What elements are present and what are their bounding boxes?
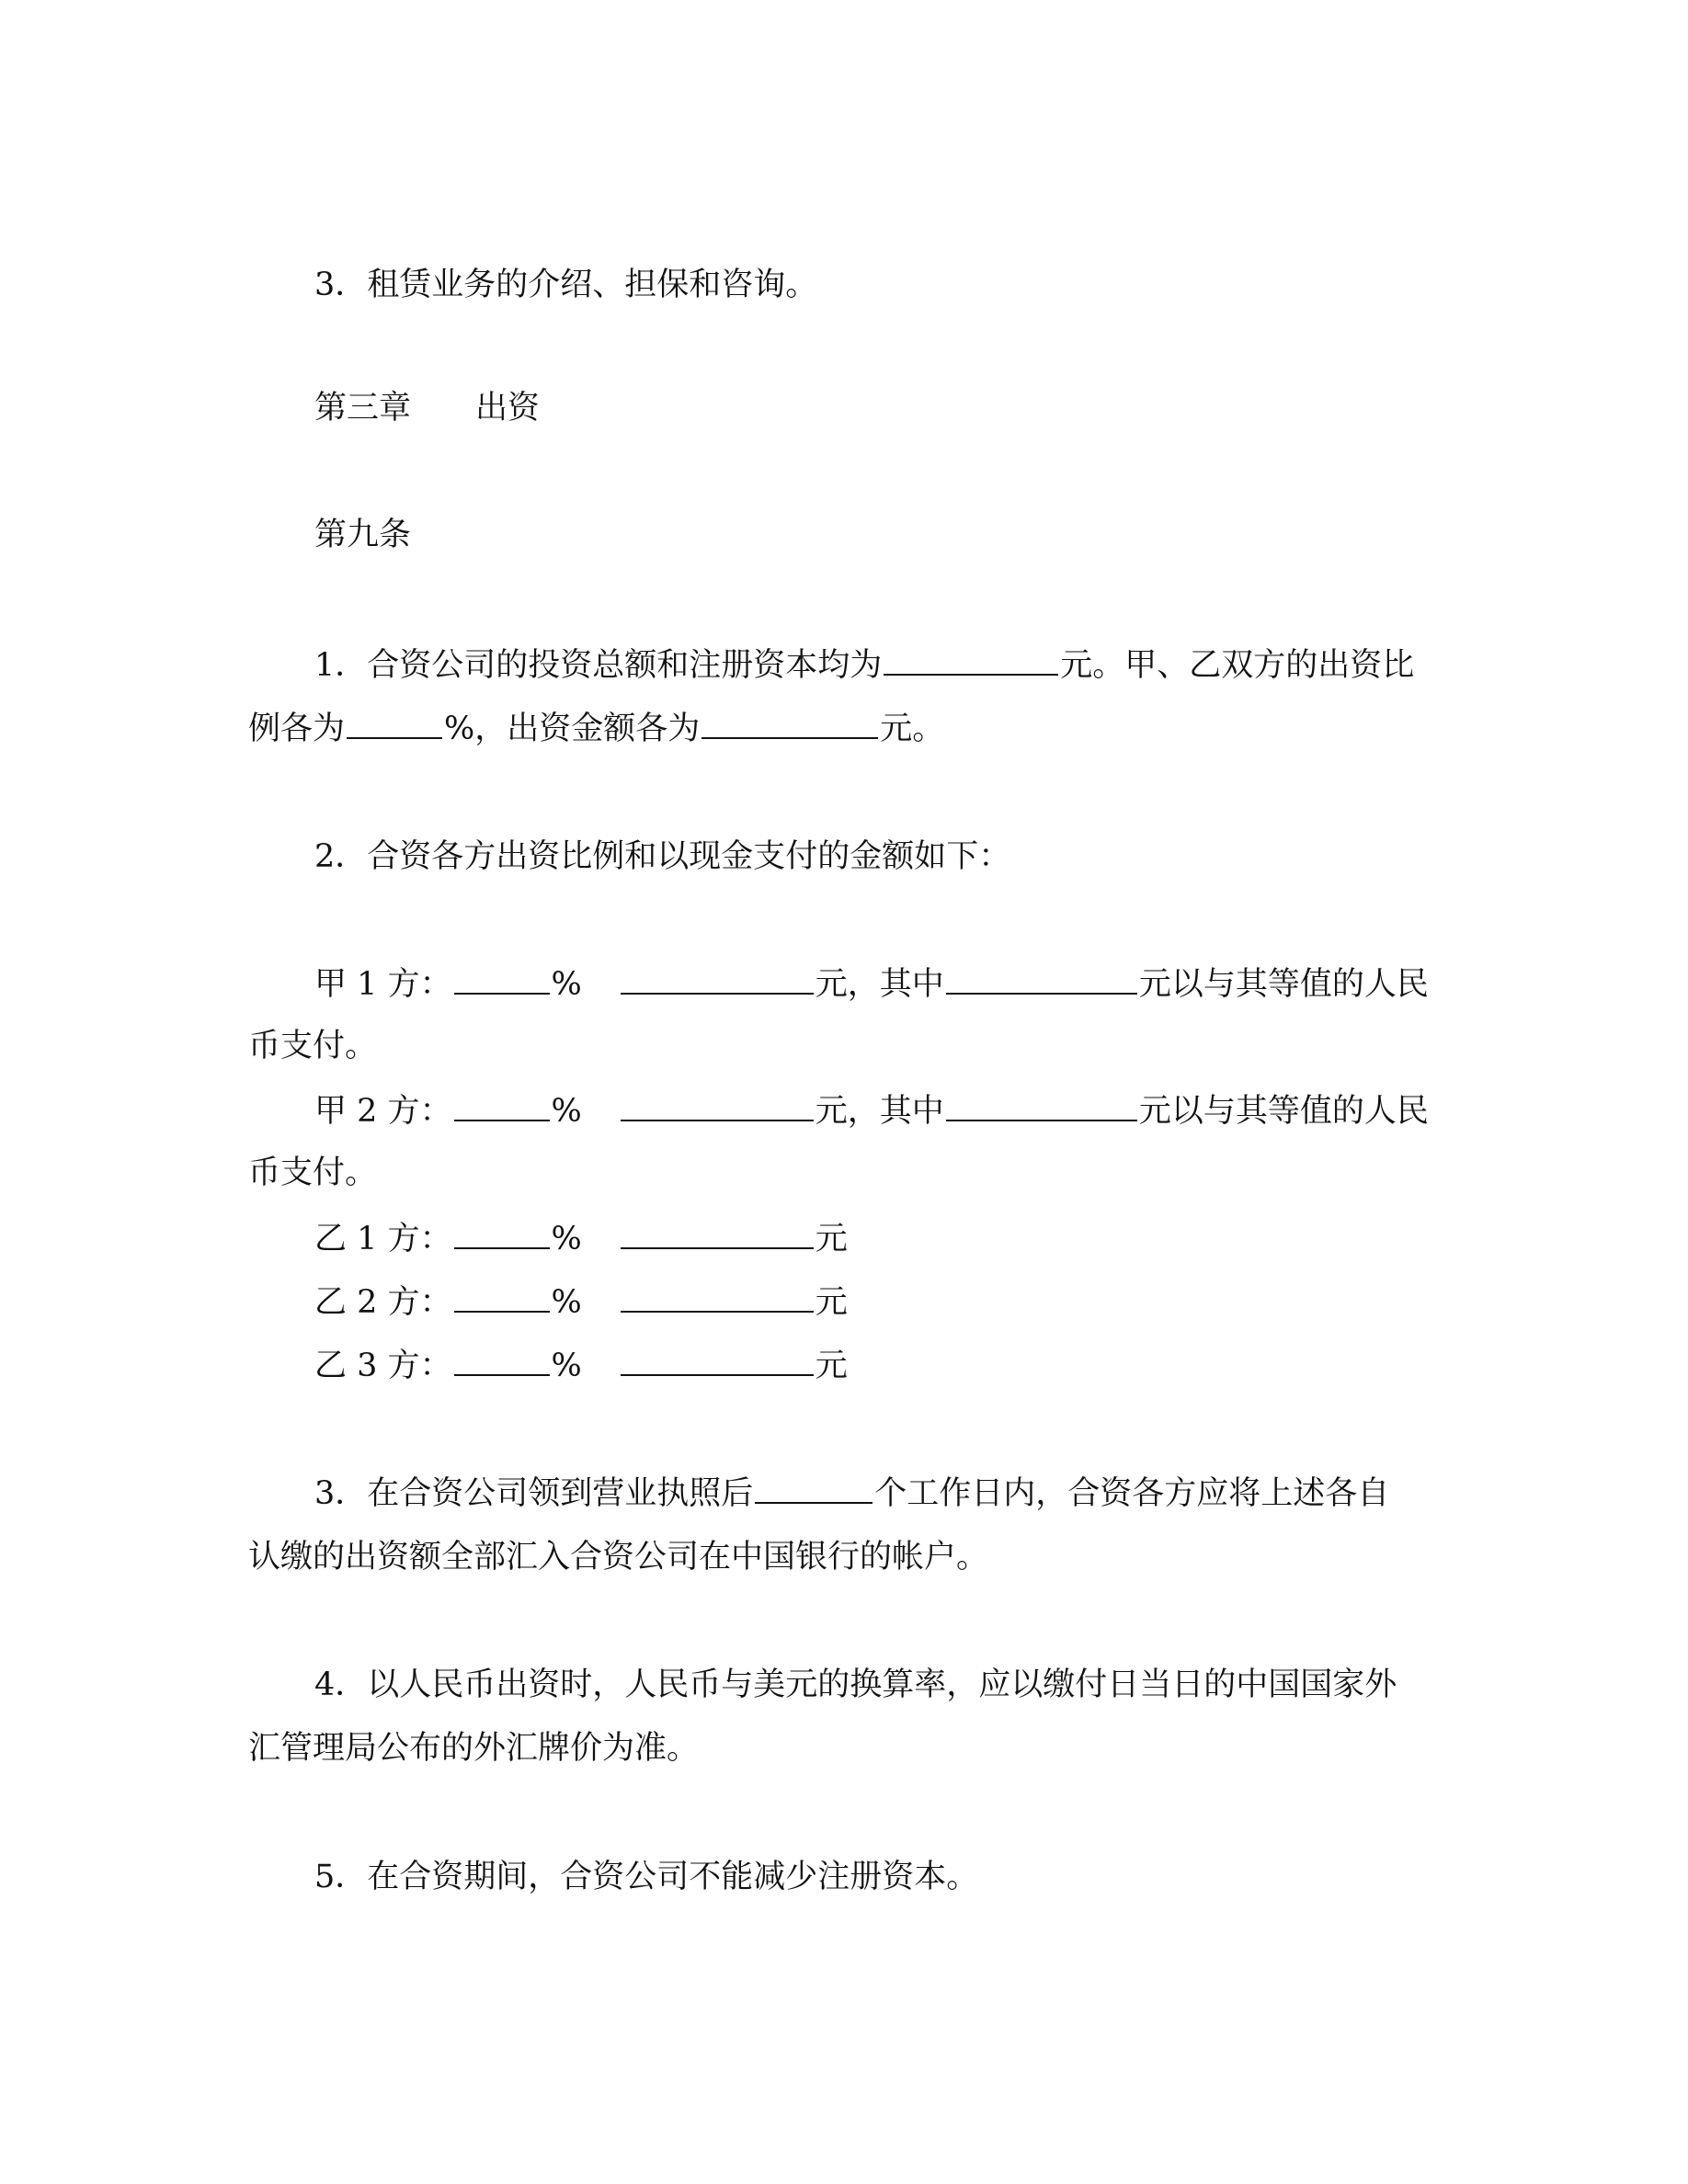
text: 元，其中 — [815, 966, 944, 1003]
article-heading: 第九条 — [314, 517, 412, 553]
text: 元以与其等值的人民 — [1138, 966, 1429, 1003]
text: %，出资金额各为 — [444, 711, 701, 747]
paragraph-2: 2．合资各方出资比例和以现金支付的金额如下： — [314, 838, 1011, 875]
text: 元以与其等值的人民 — [1138, 1093, 1429, 1130]
party-label: 乙 3 方： — [314, 1348, 452, 1384]
chapter-heading — [314, 390, 540, 427]
chapter-number: 第三章 — [314, 390, 412, 427]
text: 元 — [815, 1284, 848, 1321]
party-jia-1-cont: 币支付。 — [248, 1028, 378, 1064]
paragraph-4-line-1: 4．以人民币出资时，人民币与美元的换算率，应以缴付日当日的中国国家外 — [314, 1666, 1397, 1703]
chapter-name: 出资 — [475, 390, 541, 427]
party-label: 乙 2 方： — [314, 1284, 452, 1321]
blank-amount[interactable] — [621, 1347, 814, 1376]
text: 1．合资公司的投资总额和注册资本均为 — [314, 647, 883, 684]
text: % — [551, 1221, 582, 1257]
party-label: 甲 1 方： — [314, 966, 452, 1003]
text: 元，其中 — [815, 1093, 944, 1130]
blank-total-amount[interactable] — [884, 646, 1058, 676]
text: % — [551, 1348, 582, 1384]
text: 元 — [815, 1348, 848, 1384]
paragraph-1-line-2 — [248, 710, 944, 746]
party-jia-1 — [314, 965, 1429, 1002]
blank-cash-amount[interactable] — [946, 1092, 1137, 1121]
paragraph-3-line-1 — [314, 1474, 1389, 1511]
blank-pct[interactable] — [454, 1283, 550, 1313]
paragraph-1-line-1 — [314, 646, 1414, 683]
text: 元。甲、乙双方的出资比 — [1060, 647, 1415, 684]
blank-amount[interactable] — [621, 1220, 814, 1249]
blank-pct[interactable] — [454, 1092, 550, 1121]
text: % — [551, 1093, 582, 1130]
party-yi-2 — [314, 1283, 848, 1320]
party-jia-2 — [314, 1092, 1429, 1129]
blank-days[interactable] — [755, 1474, 873, 1504]
text: % — [551, 966, 582, 1003]
blank-amount[interactable] — [621, 1092, 814, 1121]
party-yi-3 — [314, 1347, 848, 1383]
blank-pct[interactable] — [454, 965, 550, 995]
text: 例各为 — [248, 711, 346, 747]
party-yi-1 — [314, 1220, 848, 1257]
text: 个工作日内，合资各方应将上述各自 — [874, 1475, 1390, 1512]
paragraph-5: 5．在合资期间，合资公司不能减少注册资本。 — [314, 1859, 979, 1895]
blank-pct[interactable] — [454, 1220, 550, 1249]
blank-cash-amount[interactable] — [946, 965, 1137, 995]
blank-ratio[interactable] — [347, 710, 442, 739]
item-3-text: 3．租赁业务的介绍、担保和咨询。 — [314, 267, 818, 303]
party-jia-2-cont: 币支付。 — [248, 1155, 378, 1191]
paragraph-3-line-2: 认缴的出资额全部汇入合资公司在中国银行的帐户。 — [248, 1539, 989, 1575]
blank-pct[interactable] — [454, 1347, 550, 1376]
text: 元。 — [880, 711, 945, 747]
paragraph-4-line-2: 汇管理局公布的外汇牌价为准。 — [248, 1730, 700, 1767]
party-label: 甲 2 方： — [314, 1093, 452, 1130]
text: 3．在合资公司领到营业执照后 — [314, 1475, 754, 1512]
blank-amount[interactable] — [701, 710, 878, 739]
party-label: 乙 1 方： — [314, 1221, 452, 1257]
blank-amount[interactable] — [621, 965, 814, 995]
text: 元 — [815, 1221, 848, 1257]
text: % — [551, 1284, 582, 1321]
blank-amount[interactable] — [621, 1283, 814, 1313]
